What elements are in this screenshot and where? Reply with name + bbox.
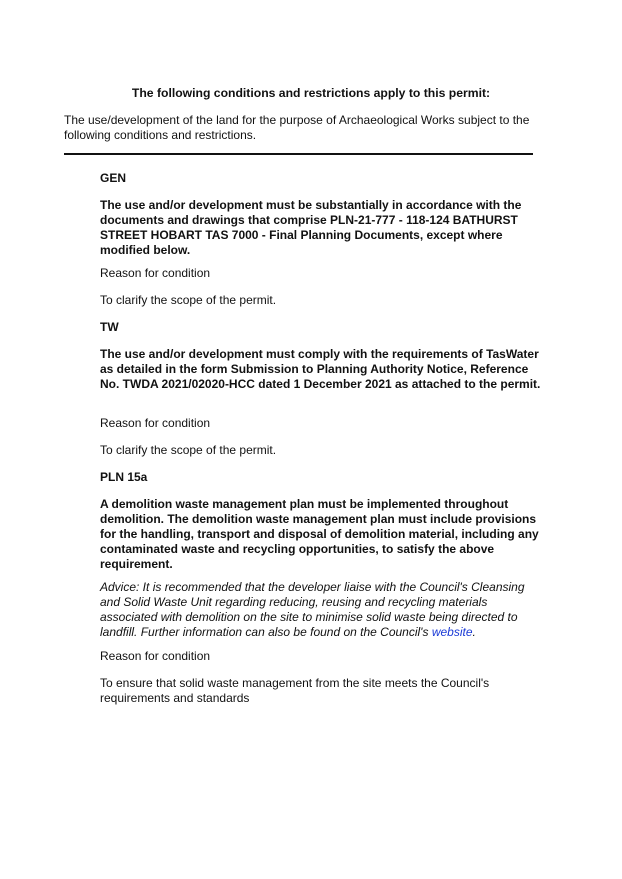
- intro-paragraph: The use/development of the land for the purpose of Archaeological Works subject to the following conditions and restrictions.: [64, 113, 530, 142]
- reason-text-tw: To clarify the scope of the permit.: [100, 443, 277, 457]
- condition-code-gen: GEN: [100, 171, 127, 185]
- page-heading: The following conditions and restrictions apply to this permit:: [131, 86, 491, 100]
- condition-requirement-pln15a: A demolition waste management plan must be implemented throughout demolition. The demolition waste management plan must include provisions for the handling, transport and disposal of demolition material, including any contaminated waste and recycling opportunities, to satisfy the above requirement.: [100, 497, 539, 571]
- advice-paragraph: [100, 580, 545, 640]
- condition-requirement-gen: The use and/or development must be substantially in accordance with the documents and drawings that comprise PLN-21-777 - 118-124 BATHURST STREET HOBART TAS 7000 - Final Planning Documents, except where modified below.: [100, 198, 522, 257]
- advice-end: .: [472, 625, 476, 639]
- website-link[interactable]: website: [431, 625, 473, 639]
- advice-text: Advice: It is recommended that the developer liaise with the Council's Cleansing and Solid Waste Unit regarding reducing, reusing and recycling materials associated with demolition on the site to minimise solid waste being directed to landfill. Further information can also be found on the Council's: [100, 580, 525, 639]
- divider-line: [64, 153, 533, 155]
- reason-text-gen: To clarify the scope of the permit.: [100, 293, 277, 307]
- reason-label-pln15a: Reason for condition: [100, 649, 211, 663]
- reason-label-tw: Reason for condition: [100, 416, 211, 430]
- condition-requirement-tw: The use and/or development must comply with the requirements of TasWater as detailed in the form Submission to Planning Authority Notice, Reference No. TWDA 2021/02020-HCC dated 1 December 2021 as attached to the permit.: [100, 347, 541, 391]
- condition-code-pln15a: PLN 15a: [100, 470, 148, 484]
- reason-text-pln15a: To ensure that solid waste management from the site meets the Council's requirements and standards: [100, 676, 490, 705]
- reason-label-gen: Reason for condition: [100, 266, 211, 280]
- condition-code-tw: TW: [100, 320, 119, 334]
